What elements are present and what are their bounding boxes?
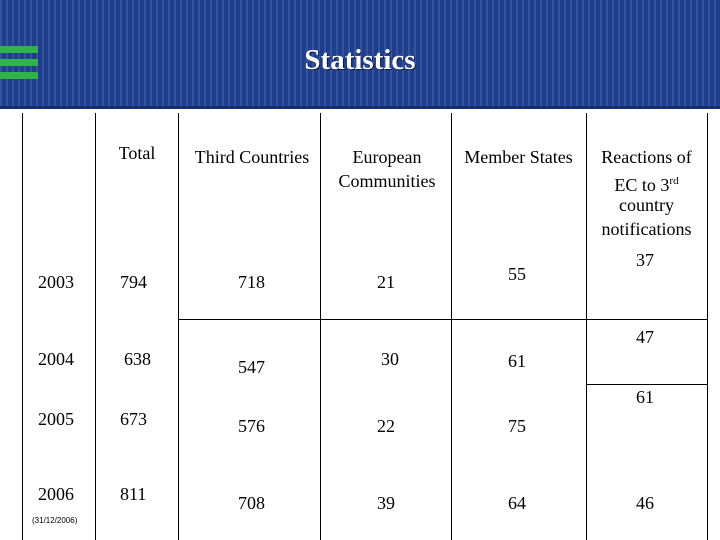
cell-total: 673 bbox=[120, 409, 147, 429]
cell-total: 638 bbox=[124, 349, 151, 369]
cell-member-states: 55 bbox=[508, 264, 526, 284]
cell-year: 2005 bbox=[38, 409, 74, 429]
grid-line bbox=[178, 113, 179, 540]
cell-third-countries: 718 bbox=[238, 272, 265, 292]
grid-line bbox=[95, 113, 96, 540]
cell-european-communities: 21 bbox=[377, 272, 395, 292]
cell-third-countries: 576 bbox=[238, 416, 265, 436]
cell-reactions: 61 bbox=[636, 387, 654, 407]
header-third-countries: Third Countries bbox=[194, 147, 310, 167]
cell-member-states: 75 bbox=[508, 416, 526, 436]
date-note: (31/12/2006) bbox=[32, 516, 78, 525]
grid-line bbox=[707, 113, 708, 540]
header-reactions-line2-text: EC to 3 bbox=[614, 175, 670, 195]
cell-year: 2003 bbox=[38, 272, 74, 292]
cell-reactions: 47 bbox=[636, 327, 654, 347]
header-reactions-line4: notifications bbox=[601, 219, 692, 239]
header-total: Total bbox=[118, 143, 156, 163]
title-banner bbox=[0, 0, 720, 109]
cell-european-communities: 30 bbox=[381, 349, 399, 369]
cell-total: 794 bbox=[120, 272, 147, 292]
cell-european-communities: 22 bbox=[377, 416, 395, 436]
header-european-communities-line2: Communities bbox=[338, 171, 436, 191]
cell-reactions: 46 bbox=[636, 493, 654, 513]
header-reactions-line2-sup: rd bbox=[669, 175, 679, 187]
cell-member-states: 61 bbox=[508, 351, 526, 371]
page-title: Statistics bbox=[304, 44, 416, 76]
cell-third-countries: 547 bbox=[238, 357, 265, 377]
grid-line bbox=[178, 319, 707, 320]
grid-line bbox=[22, 113, 23, 540]
cell-member-states: 64 bbox=[508, 493, 526, 513]
cell-european-communities: 39 bbox=[377, 493, 395, 513]
cell-year: 2006 bbox=[38, 484, 74, 504]
cell-third-countries: 708 bbox=[238, 493, 265, 513]
cell-reactions: 37 bbox=[636, 250, 654, 270]
cell-year: 2004 bbox=[38, 349, 74, 369]
header-european-communities-line1: European bbox=[352, 147, 422, 167]
header-reactions-line1: Reactions of bbox=[601, 147, 692, 167]
header-member-states: Member States bbox=[464, 147, 573, 167]
header-reactions-line3: country bbox=[619, 195, 674, 215]
cell-total: 811 bbox=[120, 484, 147, 504]
